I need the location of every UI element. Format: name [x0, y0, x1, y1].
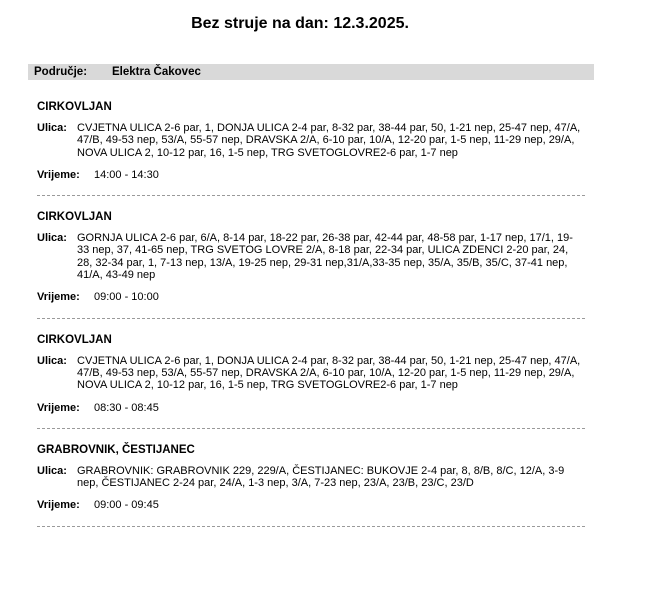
- street-list: CVJETNA ULICA 2-6 par, 1, DONJA ULICA 2-4 par, 8-32 par, 38-44 par, 50, 1-21 nep, 25-47 nep, 47/A, 47/B, 49-53 nep, 53/A, 55-57 nep, DRAVSKA 2/A, 6-10 par, 10/A, 12-20 par, 1-5 nep, 11-29 nep, 29/A, NOVA ULICA 2, 10-12 par, 16, 1-5 nep, TRG SVETOGLOVRE2-6 par, 1-7 nep: [77, 354, 581, 392]
- time-value: 14:00 - 14:30: [94, 168, 159, 181]
- outage-entry: [37, 210, 585, 303]
- entry-time-row: [37, 499, 585, 511]
- entry-place: GRABROVNIK, ČESTIJANEC: [37, 443, 195, 456]
- entry-divider: [37, 318, 585, 319]
- street-list: CVJETNA ULICA 2-6 par, 1, DONJA ULICA 2-4 par, 8-32 par, 38-44 par, 50, 1-21 nep, 25-47 nep, 47/A, 47/B, 49-53 nep, 53/A, 55-57 nep, DRAVSKA 2/A, 6-10 par, 10/A, 12-20 par, 1-5 nep, 11-29 nep, 29/A, NOVA ULICA 2, 10-12 par, 16, 1-5 nep, TRG SVETOGLOVRE2-6 par, 1-7 nep: [77, 122, 581, 159]
- street-list: GRABROVNIK: GRABROVNIK 229, 229/A, ČESTIJANEC: BUKOVJE 2-4 par, 8, 8/B, 8/C, 12/A, 3-9 nep, ČESTIJANEC 2-24 par, 24/A, 1-3 nep, 3/A, 7-23 nep, 23/A, 23/B, 23/C, 23/D: [77, 464, 565, 490]
- time-label: Vrijeme:: [37, 499, 80, 512]
- street-label: Ulica:: [37, 354, 67, 367]
- entry-place: CIRKOVLJAN: [37, 333, 112, 346]
- street-list: GORNJA ULICA 2-6 par, 6/A, 8-14 par, 18-22 par, 26-38 par, 42-44 par, 48-58 par, 1-17 nep, 17/1, 19-33 nep, 37, 41-65 nep, TRG SVETOG LOVRE 2/A, 8-18 par, 22-34 par, ULICA ZDENCI 2-20 par, 24, 28, 32-34 par, 1, 7-13 nep, 13/A, 19-25 nep, 29-31 nep,31/A,33-35 nep, 35/A, 35/B, 35/C, 37-41 nep, 41/A, 43-49 nep: [77, 232, 573, 282]
- outage-entry: [37, 100, 585, 181]
- time-value: 09:00 - 10:00: [94, 291, 159, 304]
- street-label: Ulica:: [37, 122, 67, 134]
- time-value: 09:00 - 09:45: [94, 499, 159, 512]
- outage-list: [37, 100, 585, 541]
- area-value: Elektra Čakovec: [112, 66, 201, 78]
- entry-time-row: [37, 291, 585, 303]
- entry-divider: [37, 526, 585, 527]
- time-label: Vrijeme:: [37, 168, 80, 181]
- entry-street-row: [37, 232, 585, 281]
- entry-street-row: [37, 465, 585, 490]
- entry-place: CIRKOVLJAN: [37, 101, 112, 113]
- entry-street-row: [37, 355, 585, 392]
- entry-street-row: [37, 122, 585, 159]
- time-label: Vrijeme:: [37, 401, 80, 414]
- time-value: 08:30 - 08:45: [94, 401, 159, 414]
- outage-entry: [37, 443, 585, 512]
- area-header-bar: [28, 64, 594, 80]
- street-label: Ulica:: [37, 464, 67, 477]
- entry-divider: [37, 195, 585, 196]
- page-title: Bez struje na dan: 12.3.2025.: [191, 15, 409, 32]
- area-label: Područje:: [34, 66, 88, 78]
- entry-time-row: [37, 402, 585, 414]
- street-label: Ulica:: [37, 232, 67, 245]
- outage-entry: [37, 333, 585, 414]
- time-label: Vrijeme:: [37, 291, 80, 304]
- entry-time-row: [37, 169, 585, 181]
- entry-divider: [37, 428, 585, 429]
- entry-place: CIRKOVLJAN: [37, 211, 112, 224]
